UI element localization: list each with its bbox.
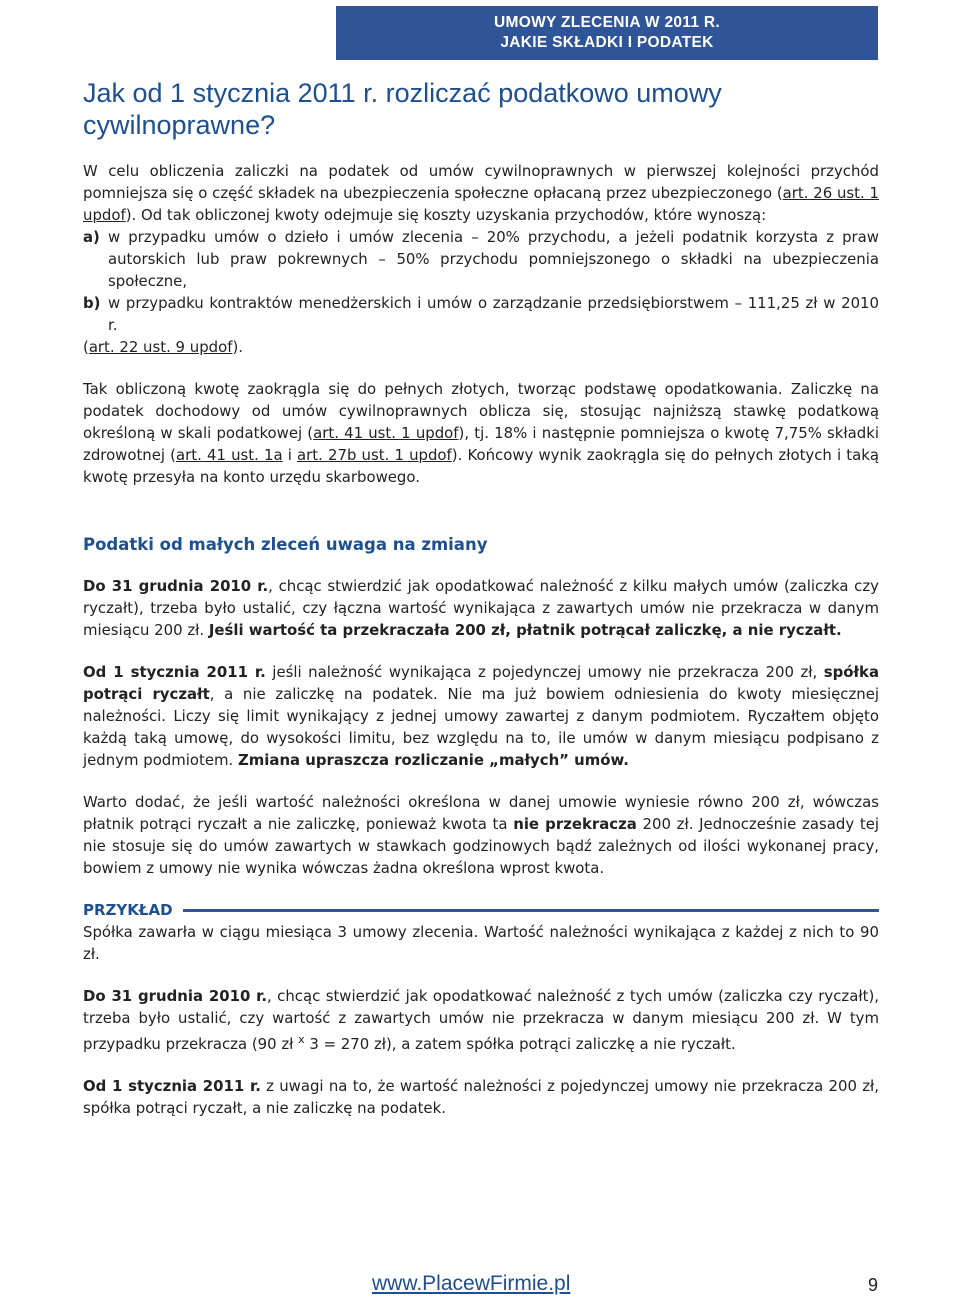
tax-base-paragraph	[83, 378, 879, 488]
ref-close: ).	[232, 338, 243, 356]
para2-text-4: ). Końcowy wynik zaokrągla się do pełnych złotych i taką kwotę przesyła na konto urzędu skarbowego.	[83, 446, 879, 486]
list-item-b	[83, 292, 879, 336]
list-marker: a)	[83, 228, 100, 246]
example-paragraph-1: Spółka zawarła w ciągu miesiąca 3 umowy zlecenia. Wartość należności wynikająca z każdej z nich to 90 zł.	[83, 923, 879, 963]
intro-text-2: ). Od tak obliczonej kwoty odejmuje się koszty uzyskania przychodów, które wynoszą:	[125, 206, 767, 224]
list-marker: b)	[83, 294, 101, 312]
example-divider	[183, 909, 879, 912]
para2-text-1: Tak obliczoną kwotę zaokrągla się do pełnych złotych, tworząc podstawę opodatkowania. Zaliczkę na podatek dochodowy od umów cywilnoprawnych oblicza się, stosując najniższą stawkę podatkową określoną w skali podatkowej (	[83, 380, 879, 442]
para2-text-3: i	[282, 446, 298, 464]
intro-paragraph	[83, 160, 879, 226]
para2-legal-ref-1: art. 41 ust. 1 updof	[313, 424, 459, 442]
intro-legal-ref: art. 26 ust. 1 updof	[83, 184, 879, 224]
example-text-3: z uwagi na to, że wartość należności z pojedynczej umowy nie przekracza 200 zł, spółka potrąci ryczałt, a nie zaliczkę na podatek.	[83, 1076, 879, 1117]
list-item-text: w przypadku kontraktów menedżerskich i umów o zarządzanie przedsiębiorstwem – 111,25 zł w 2010 r.	[108, 294, 879, 334]
header-line-2: JAKIE SKŁADKI I PODATEK	[500, 34, 714, 51]
ref-open: (	[83, 338, 89, 356]
date-label: Do 31 grudnia 2010 r.	[83, 577, 269, 595]
example-paragraph-3	[83, 1075, 879, 1119]
para5-emphasis: nie przekracza	[513, 815, 637, 833]
para4-emphasis-2: Zmiana upraszcza rozliczanie „małych” umów.	[237, 751, 629, 769]
example-text-1: , chcąc stwierdzić jak opodatkować należność z tych umów (zaliczka czy ryczałt), trzeba było ustalić, czy wartość z zawartych umów nie przekracza w danym miesiącu 200 zł. W tym przypadku przekracza (90 zł	[83, 987, 879, 1053]
header-banner	[336, 6, 878, 60]
article-body	[83, 160, 879, 1119]
date-label: Od 1 stycznia 2011 r.	[83, 1076, 261, 1095]
para3-text-1: , chcąc stwierdzić jak opodatkować należność z kilku małych umów (zaliczka czy ryczałt), trzeba było ustalić, czy łączna wartość wynikająca z zawartych umów nie przekracza w danym miesiącu 200 zł.	[83, 577, 879, 639]
multiply-sign: x	[298, 1033, 305, 1046]
para4-text-2: , a nie zaliczkę na podatek. Nie ma już bowiem odniesienia do kwoty miesięcznej należności. Liczy się limit wynikający z jednej umowy zawartej z danym podmiotem. Ryczałtem objęto każdą taką umowę, do wysokości limitu, bez względu na to, ile umów w danym miesiącu podpisano z jednym podmiotem.	[83, 685, 880, 769]
note-paragraph	[83, 791, 879, 879]
para4-text-1: jeśli należność wynikająca z pojedynczej umowy nie przekracza 200 zł,	[265, 663, 824, 681]
example-header	[83, 899, 879, 921]
from-2011-paragraph	[83, 661, 879, 771]
before-2011-paragraph	[83, 575, 879, 641]
para2-legal-ref-3: art. 27b ust. 1 updof	[297, 446, 452, 464]
page-number: 9	[868, 1275, 879, 1295]
para3-emphasis: Jeśli wartość ta przekraczała 200 zł, płatnik potrącał zaliczkę, a nie ryczałt.	[208, 621, 842, 639]
list-legal-ref-line	[83, 336, 879, 358]
para4-emphasis-1: spółka potrąci ryczałt	[83, 663, 880, 703]
section-title: Podatki od małych zleceń uwaga na zmiany	[83, 535, 488, 554]
para5-text-1: Warto dodać, że jeśli wartość należności określona w danej umowie wyniesie równo 200 zł, wówczas płatnik potrąci ryczałt a nie zaliczkę, ponieważ kwota ta	[83, 793, 879, 833]
list-item-a	[83, 226, 879, 292]
header-line-1: UMOWY ZLECENIA W 2011 R.	[494, 14, 720, 31]
para2-legal-ref-2: art. 41 ust. 1a	[176, 446, 283, 464]
example-text-2: 3 = 270 zł), a zatem spółka potrąci zaliczkę a nie ryczałt.	[304, 1034, 736, 1053]
para5-text-2: 200 zł. Jednocześnie zasady tej nie stosuje się do umów zawartych w stawkach godzinowych bądź zależnych od ilości wykonanej pracy, bowiem z umowy nie wynika wówczas żadna określona wprost kwota.	[83, 815, 879, 877]
date-label: Do 31 grudnia 2010 r.	[83, 987, 268, 1005]
example-label: PRZYKŁAD	[83, 901, 173, 919]
page-title: Jak od 1 stycznia 2011 r. rozliczać podatkowo umowy cywilnoprawne?	[83, 78, 722, 140]
website-link[interactable]: www.PlacewFirmie.pl	[372, 1272, 571, 1295]
intro-text-1: W celu obliczenia zaliczki na podatek od umów cywilnoprawnych w pierwszej kolejności przychód pomniejsza się o część składek na ubezpieczenia społeczne opłacaną przez ubezpieczonego (	[83, 162, 879, 202]
para2-text-2: ), tj. 18% i następnie pomniejsza o kwotę 7,75% składki zdrowotnej (	[83, 424, 880, 464]
list-item-text: w przypadku umów o dzieło i umów zlecenia – 20% przychodu, a jeżeli podatnik korzysta z praw autorskich lub praw pokrewnych – 50% przychodu pomniejszonego o składki na ubezpieczenia społeczne,	[108, 228, 879, 290]
list-legal-ref: art. 22 ust. 9 updof	[88, 338, 233, 356]
date-label: Od 1 stycznia 2011 r.	[83, 663, 266, 681]
example-paragraph-2	[83, 985, 879, 1055]
